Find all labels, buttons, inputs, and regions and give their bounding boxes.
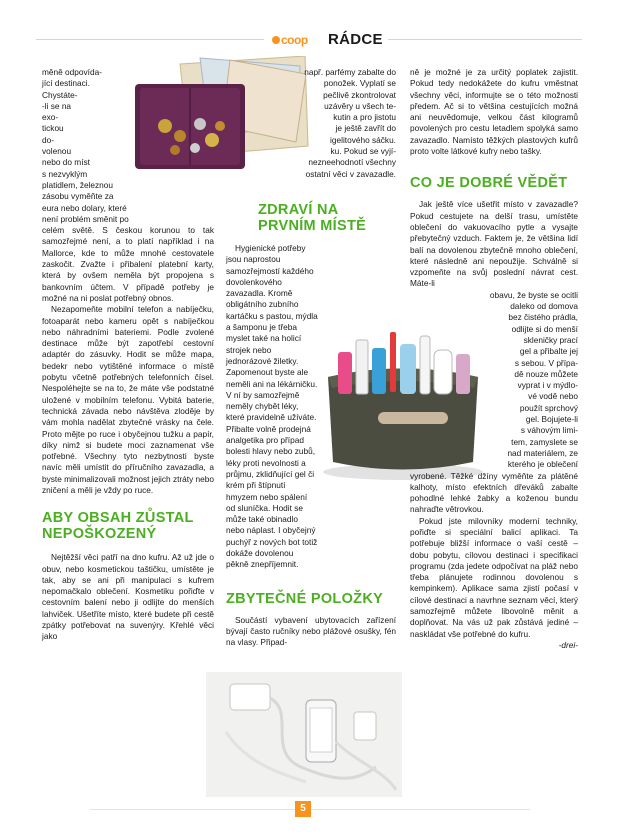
text-line: -li se na <box>42 100 72 111</box>
col1-wrap-lines <box>42 67 160 225</box>
paragraph: vyrobené. Těžké džíny vyměňte za plátěné kalhoty, místo efektních dřeváků zabalte pohodlné lehké žabky a koženou bundu nahraďte větrovkou. <box>410 470 578 515</box>
header-rule-right <box>388 39 582 40</box>
text-line: ponožek. Vyplatí se <box>323 78 396 89</box>
text-line: nezneehodnotí všechny <box>308 157 396 168</box>
text-line: dě nouze můžete <box>514 368 578 379</box>
column-3 <box>410 67 578 651</box>
text-line: igelitového sáčku. <box>330 134 396 145</box>
text-line: je ještě zavřít do <box>335 123 396 134</box>
paragraph: Součástí vybavení ubytovacích zařízení bývají často ručníky nebo plážové osušky, fén na vlasy. Připad- <box>226 614 396 648</box>
phone-charger-illustration <box>206 672 402 797</box>
text-line: použít sprchový <box>519 402 578 413</box>
text-line: vé vodě nebo <box>528 391 578 402</box>
page-number: 5 <box>295 801 311 817</box>
col3-wrap-lines <box>410 290 578 471</box>
paragraph: Nezapomeňte mobilní telefon a nabíječku, fotoaparát nebo kameru opět s nabíječkou nebo náhradními bateriemi. Podle zvolené destinace může být zapotřebí cestovní adaptér do zásuvky. Hodit se může mapa, bedekr nebo vytištěné informace o místě pobytu včetně potřebných telefonních čísel. Nespoléhejte se na to, že máte vše podstatné uložené v mobilním telefonu. Vybitá baterie, technická závada nebo návštěva zloděje by vám mohla nadělat zbytečné vrásky na čele. Proto mějte po ruce i obyčejnou tužku a papír, díky nimž si budete moci zaznamenat vše potřebné. Všechny tyto nezbytnosti byste navíc měli umístit do příručního zavazadla, a byste minimalizovali možnost jejich ztráty nebo zničení a měli je vždy po ruce. <box>42 304 214 495</box>
text-line: vyprat i v mýdlo- <box>517 380 578 391</box>
text-line: pečlivě zkontrolovat <box>323 89 396 100</box>
text-line: gel a přibalte jej <box>519 346 578 357</box>
text-line: platidlem, železnou <box>42 179 114 190</box>
text-line: skleničky prací <box>523 334 578 345</box>
column-1 <box>42 67 214 643</box>
text-line: nad materiálem, ze <box>507 447 578 458</box>
coop-logo: coop <box>272 31 322 49</box>
paragraph: celém světě. S českou korunou to tak samozřejmé není, a to platí například i na Mallorce, kde to může mnohé cestovatele zaskočit. Zvažte i přibalení platební karty, která by ovšem neměla být propojena s bankovním účtem. V případě potřeby je možné na ni poslat potřebný obnos. <box>42 225 214 303</box>
paragraph: ně je možné je za určitý poplatek zajistit. Pokud tedy nedokážete do kufru vměstnat všechny věci, informujte se o této možnosti předem. Ač si to většina cestujících možná ani neuvědomuje, velkou část kilogramů povolených pro cestu letadlem spolyká samo zavazadlo. Namísto těžkých plastových kufrů proto volte látkové kufry nebo tašky. <box>410 67 578 157</box>
text-line: s sebou. V přípa- <box>514 357 578 368</box>
text-line: tickou <box>42 123 64 134</box>
text-line: měně odpovída- <box>42 67 102 77</box>
text-line: kterého je oblečení <box>507 459 578 470</box>
page-header <box>36 30 582 50</box>
paragraph: Jak ještě více ušetřit místo v zavazadle? Pokud cestujete na delší trasu, umístěte oblečení do vakuovacího pytle a vysajte přebytečný vzduch. Faktem je, že většina lidí balí na dovolenou zbytečně mnoho oblečení, které následně ani nepoužije. Schválně si vzpomeňte na svůj poslední návrat cest. Máte-li <box>410 199 578 289</box>
section-title: RÁDCE <box>328 31 383 48</box>
heading-aby-obsah: ABY OBSAH ZŮSTAL NEPOŠKOZENÝ <box>42 510 194 543</box>
text-line: gel. Bojujete-li <box>525 414 578 425</box>
paragraph: Pokud jste milovníky moderní techniky, pořiďte si speciální balicí aplikaci. Ta potřebuje bližší informace o vaší cestě – dobu pobytu, cílovou destinaci i specifikaci programu (zda jedete odpočívat na pláž nebo třeba plánujete rodinnou dovolenou s kempinkem). Aplikace sama zjistí počasí v cílové destinaci a navrhne seznam věcí, který samozřejmě můžete libovolně měnit a doplňovat. Na vás už pak zůstává jediné – naskládat vše potřebné do kufru. <box>410 515 578 639</box>
text-line: s váhovým limi- <box>520 425 578 436</box>
heading-zbytecne: ZBYTEČNÉ POLOŽKY <box>226 590 384 607</box>
text-line: uzávěry u všech te- <box>324 100 396 111</box>
text-line: ku. Pokud se vyjí- <box>330 146 396 157</box>
text-line: volenou <box>42 146 72 157</box>
text-line: Chystáte- <box>42 89 78 100</box>
text-line: jící destinaci. <box>42 78 90 89</box>
text-line: do- <box>42 134 54 145</box>
text-line: není problém směnit po <box>42 213 129 224</box>
text-line: bez čistého prádla, <box>508 312 578 323</box>
text-line: tem, zamyslete se <box>511 436 578 447</box>
paragraph: Hygienické potřeby jsou naprostou samozřejmostí každého dovolenkového zavazadla. Kromě obligátního zubního kartáčku s pastou, mýdla a šamponu je třeba myslet také na holicí strojek nebo jednorázové žiletky. Zapomenout byste ale neměli ani na lékárničku. V ní by samozřejmě neměly chybět léky, které pravidelně užíváte. Přibalte volně prodejná analgetika pro případ bolesti hlavy nebo zubů, léky proti nevolnosti a průjmu, zklidňující gel či krém při štípnutí hmyzem nebo spálení od sluníčka. Hodit se může také obinadlo nebo náplast. I obyčejný puchýř z nových bot totiž dokáže dovolenou pěkně znepříjemnit. <box>226 242 318 570</box>
heading-zdravi: ZDRAVÍ NA PRVNÍM MÍSTĚ <box>258 201 367 234</box>
text-line: daleko od domova <box>510 301 578 312</box>
text-line: zásobu vyměňte za <box>42 191 114 202</box>
heading-co-je-dobre: CO JE DOBRÉ VĚDĚT <box>410 175 568 192</box>
text-line: nebo do míst <box>42 157 90 168</box>
column-2 <box>226 67 396 648</box>
text-line: s nezvyklým <box>42 168 88 179</box>
text-line: obavu, že byste se ocitli <box>489 289 578 300</box>
text-line: eura nebo dolary, které <box>42 202 127 213</box>
text-line: např. parfémy zabalte do <box>304 67 396 77</box>
paragraph: Nejtěžší věci patří na dno kufru. Až už jde o obuv, nebo kosmetickou taštičku, umístěte je tak, aby se ani při manipulaci s kufrem nepomačkalo oblečení. Kosmetiku pořiďte v cestovním balení nebo ji odlijte do menších lahviček. Ušetříte místo, které budete při cestě zpátky potřebovat na suvenýry. Křehlé věci jako <box>42 552 214 642</box>
author-signature: -drei- <box>558 639 578 650</box>
text-line: kutin a pro jistotu <box>333 112 396 123</box>
col2-wrap-lines <box>226 67 396 180</box>
header-rule-left <box>36 39 264 40</box>
text-line: odlijte si do menší <box>511 323 578 334</box>
text-line: ostatní věci v zavazadle. <box>305 168 396 179</box>
text-line: exo- <box>42 112 59 123</box>
